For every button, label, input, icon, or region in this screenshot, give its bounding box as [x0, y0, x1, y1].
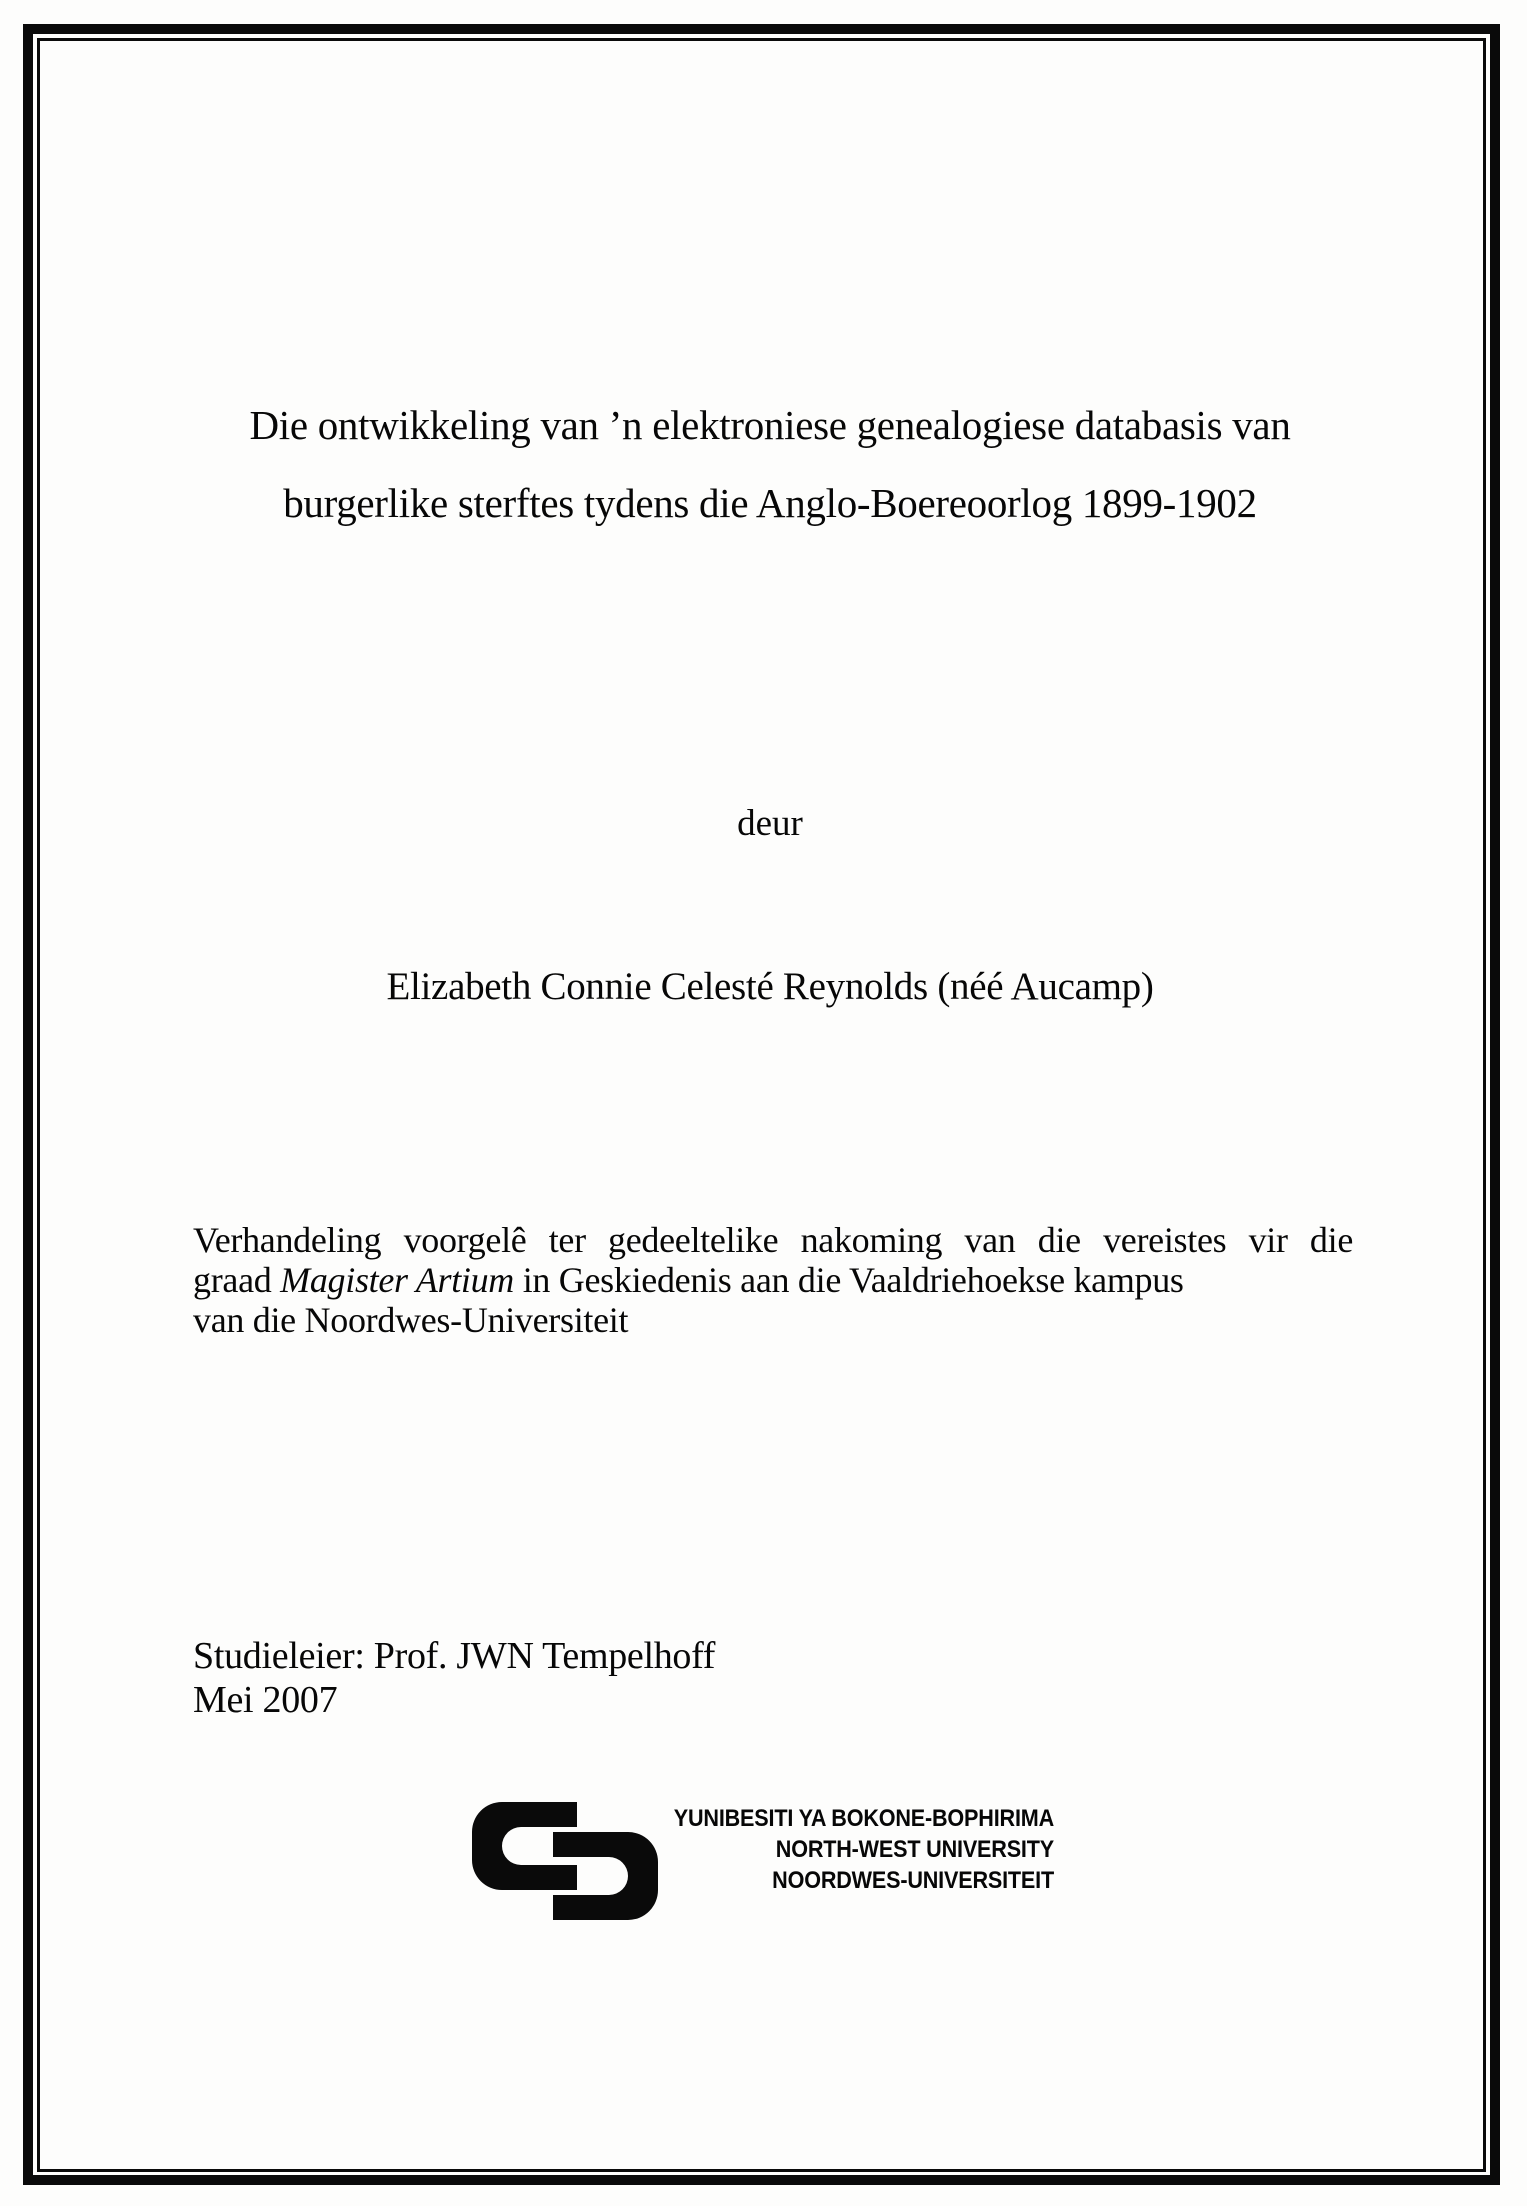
thesis-title: [200, 386, 1340, 542]
thesis-title-line1: Die ontwikkeling van ’n elektroniese genealogiese databasis van: [249, 402, 1291, 448]
university-name-setswana: YUNIBESITI YA BOKONE-BOPHIRIMA: [673, 1805, 1054, 1832]
degree-statement-line1: Verhandeling voorgelê ter gedeeltelike nakoming van die vereistes vir die: [193, 1220, 1353, 1260]
university-name-block: [635, 1803, 1054, 1896]
degree-statement: [193, 1220, 1353, 1340]
degree-statement-line2: [193, 1260, 1353, 1300]
date-line: Mei 2007: [193, 1679, 338, 1721]
thesis-title-line2: burgerlike sterftes tydens die Anglo-Boereoorlog 1899-1902: [283, 480, 1257, 526]
degree-statement-line3: van die Noordwes-Universiteit: [193, 1300, 629, 1340]
nwu-logo-icon: [472, 1802, 658, 1920]
byline: deur: [737, 803, 803, 844]
degree-name-italic: Magister Artium: [280, 1260, 514, 1300]
degree-statement-line2-before: graad: [193, 1260, 281, 1300]
author-name: Elizabeth Connie Celesté Reynolds (néé Aucamp): [386, 965, 1154, 1008]
degree-statement-line2-after: in Geskiedenis aan die Vaaldriehoekse kampus: [514, 1260, 1184, 1300]
supervisor-line: Studieleier: Prof. JWN Tempelhoff: [193, 1635, 716, 1677]
university-name-english: NORTH-WEST UNIVERSITY: [775, 1836, 1054, 1863]
university-name-afrikaans: NOORDWES-UNIVERSITEIT: [772, 1867, 1054, 1894]
supervisor-block: [193, 1634, 715, 1722]
